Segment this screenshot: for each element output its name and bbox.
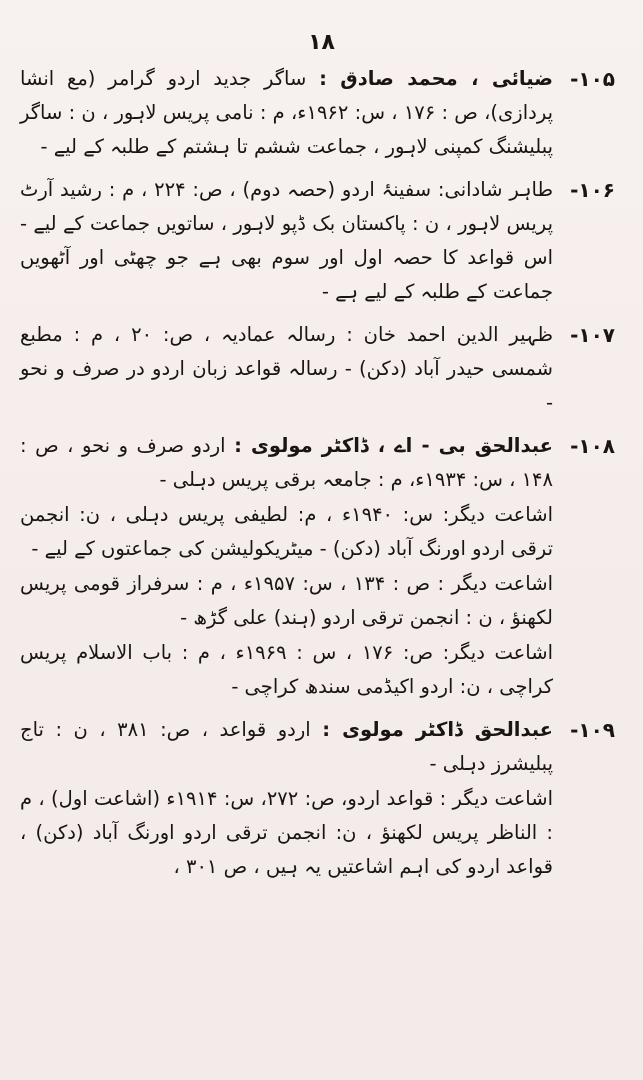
entry-author: عبدالحق ڈاکٹر مولوی : xyxy=(322,718,553,741)
entry-text xyxy=(20,173,553,309)
entry-number: ۱۰۹- xyxy=(570,718,615,742)
entry-106 xyxy=(20,173,615,309)
entry-text xyxy=(20,318,553,420)
entry-author: ضیائی ، محمد صادق : xyxy=(319,67,554,90)
entry-number: ۱۰۸- xyxy=(570,434,615,458)
entry-text xyxy=(20,713,553,781)
entry-number: ۱۰۵- xyxy=(570,67,615,91)
entry-109 xyxy=(20,713,615,884)
entry-author: عبدالحق بی - اے ، ڈاکٹر مولوی : xyxy=(234,434,553,457)
entry-107 xyxy=(20,318,615,420)
page-number: ۱۸ xyxy=(308,30,335,55)
bibliography-list xyxy=(20,62,615,893)
entry-number: ۱۰۶- xyxy=(570,178,615,202)
entry-number: ۱۰۷- xyxy=(570,323,615,347)
entry-edition: اشاعت دیگر: ص: ۱۷۶ ، س : ۱۹۶۹ء ، م : باب الاسلام پریس کراچی ، ن: اردو اکیڈمی سندھ کراچی - xyxy=(20,641,553,698)
entry-108 xyxy=(20,429,615,704)
entry-body: اردو صرف و نحو ، ص : ۱۴۸ ، س: ۱۹۳۴ء، م : جامعہ برقی پریس دہلی - xyxy=(20,434,553,491)
entry-edition: اشاعت دیگر: س: ۱۹۴۰ء ، م: لطیفی پریس دہلی ، ن: انجمن ترقی اردو اورنگ آباد (دکن) - میٹریکولیشن کی جماعتوں کے لیے - xyxy=(20,503,553,560)
entry-105 xyxy=(20,62,615,164)
entry-text xyxy=(20,62,553,164)
entry-body: ساگر جدید اردو گرامر (مع انشا پردازی)، ص : ۱۷۶ ، س: ۱۹۶۲ء، م : نامی پریس لاہور ، ن : ساگر پبلیشنگ کمپنی لاہور ، جماعت ششم تا ہشتم کے طلبہ کے لیے - xyxy=(20,67,554,158)
entry-body: اردو قواعد ، ص: ۳۸۱ ، ن : تاج پبلیشرز دہلی - xyxy=(20,718,553,775)
entry-body: طاہر شادانی: سفینۂ اردو (حصہ دوم) ، ص: ۲۲۴ ، م : رشید آرٹ پریس لاہور ، ن : پاکستان بک ڈپو لاہور ، ساتویں جماعت کے لیے - اس قواعد کا حصہ اول اور سوم بھی ہے جو چھٹی اور آٹھویں جماعت کے طلبہ کے لیے ہے - xyxy=(20,178,553,303)
entry-text xyxy=(20,429,553,497)
entry-edition: اشاعت دیگر : قواعد اردو، ص: ۲۷۲، س: ۱۹۱۴ء (اشاعت اول) ، م : الناظر پریس لکھنؤ ، ن: انجمن ترقی اردو اورنگ آباد (دکن) ، قواعد اردو کی اہم اشاعتیں یہ ہیں ، ص ۳۰۱ ، xyxy=(20,787,553,878)
entry-edition: اشاعت دیگر : ص : ۱۳۴ ، س: ۱۹۵۷ء ، م : سرفراز قومی پریس لکھنؤ ، ن : انجمن ترقی اردو (ہند) علی گڑھ - xyxy=(20,572,553,629)
entry-body: ظہیر الدین احمد خان : رسالہ عمادیہ ، ص: ۲۰ ، م : مطبع شمسی حیدر آباد (دکن) - رسالہ قواعد زبان اردو در صرف و نحو - xyxy=(20,323,554,414)
